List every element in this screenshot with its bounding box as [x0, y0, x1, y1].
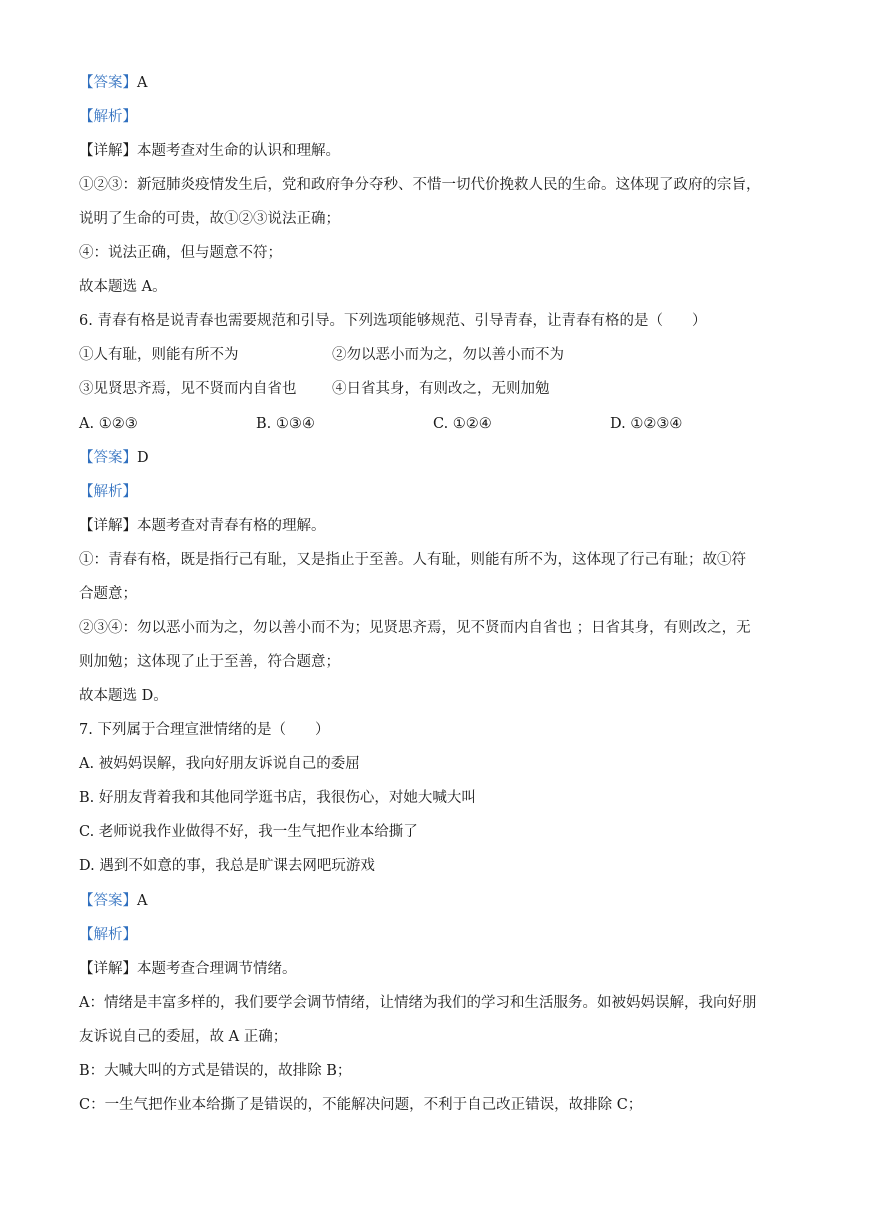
q6-conclusion: 故本题选 D。 [79, 688, 168, 704]
q5-answer-line [79, 73, 799, 93]
q6-stem: 6. 青春有格是说青春也需要规范和引导。下列选项能够规范、引导青春，让青春有格的是（ ） [79, 313, 707, 329]
answer-tag: 【答案】 [79, 75, 137, 91]
q7-explanation-a-line-1: A：情绪是丰富多样的，我们要学会调节情绪，让情绪为我们的学习和生活服务。如被妈妈误解，我向好朋 [79, 995, 757, 1011]
q6-option-3: ③见贤思齐焉，见不贤而内自省也 [79, 381, 297, 397]
q5-explanation-1-line-1: ①②③：新冠肺炎疫情发生后，党和政府争分夺秒、不惜一切代价挽救人民的生命。这体现了政府的宗旨， [79, 177, 761, 193]
answer-value: D [137, 450, 149, 466]
q7-choice-b: B. 好朋友背着我和其他同学逛书店，我很伤心，对她大喊大叫 [79, 790, 476, 806]
q7-answer-line [79, 891, 799, 911]
q6-option-1: ①人有耻，则能有所不为 [79, 347, 239, 363]
q7-stem: 7. 下列属于合理宣泄情绪的是（ ） [79, 722, 330, 738]
q6-option-2: ②勿以恶小而为之，勿以善小而不为 [332, 347, 564, 363]
q6-explanation-1-line-2: 合题意； [79, 586, 137, 602]
q7-choice-c: C. 老师说我作业做得不好，我一生气把作业本给撕了 [79, 824, 418, 840]
answer-value: A [137, 893, 148, 909]
q7-analysis-tag: 【解析】 [79, 927, 137, 943]
q6-choice-c: C. ①②④ [433, 416, 492, 432]
q7-explanation-a-line-2: 友诉说自己的委屈，故 A 正确； [79, 1029, 288, 1045]
q6-explanation-2-line-2: 则加勉；这体现了止于至善，符合题意； [79, 654, 340, 670]
q5-explanation-2: ④：说法正确，但与题意不符； [79, 245, 282, 261]
q6-answer-line [79, 448, 799, 468]
q7-explanation-b: B：大喊大叫的方式是错误的，故排除 B； [79, 1063, 352, 1079]
q7-choice-a: A. 被妈妈误解，我向好朋友诉说自己的委屈 [79, 756, 360, 772]
q6-analysis-tag: 【解析】 [79, 484, 137, 500]
answer-tag: 【答案】 [79, 893, 137, 909]
q6-detail: 【详解】本题考查对青春有格的理解。 [79, 518, 326, 534]
answer-tag: 【答案】 [79, 450, 137, 466]
q6-choice-b: B. ①③④ [256, 416, 315, 432]
q6-choice-a: A. ①②③ [79, 416, 138, 432]
q5-detail: 【详解】本题考查对生命的认识和理解。 [79, 143, 340, 159]
q7-explanation-c: C：一生气把作业本给撕了是错误的，不能解决问题，不利于自己改正错误，故排除 C； [79, 1097, 643, 1113]
q7-choice-d: D. 遇到不如意的事，我总是旷课去网吧玩游戏 [79, 858, 375, 874]
q5-explanation-1-line-2: 说明了生命的可贵，故①②③说法正确； [79, 211, 340, 227]
answer-value: A [137, 75, 148, 91]
q7-detail: 【详解】本题考查合理调节情绪。 [79, 961, 297, 977]
q6-option-4: ④日省其身，有则改之，无则加勉 [332, 381, 550, 397]
q5-analysis-tag: 【解析】 [79, 109, 137, 125]
q6-explanation-1-line-1: ①：青春有格，既是指行己有耻，又是指止于至善。人有耻，则能有所不为，这体现了行己有耻；故①符 [79, 552, 746, 568]
q5-conclusion: 故本题选 A。 [79, 279, 167, 295]
q6-explanation-2-line-1: ②③④：勿以恶小而为之，勿以善小而不为；见贤思齐焉，见不贤而内自省也 ；日省其身，有则改之，无 [79, 620, 751, 636]
q6-choice-d: D. ①②③④ [610, 416, 683, 432]
